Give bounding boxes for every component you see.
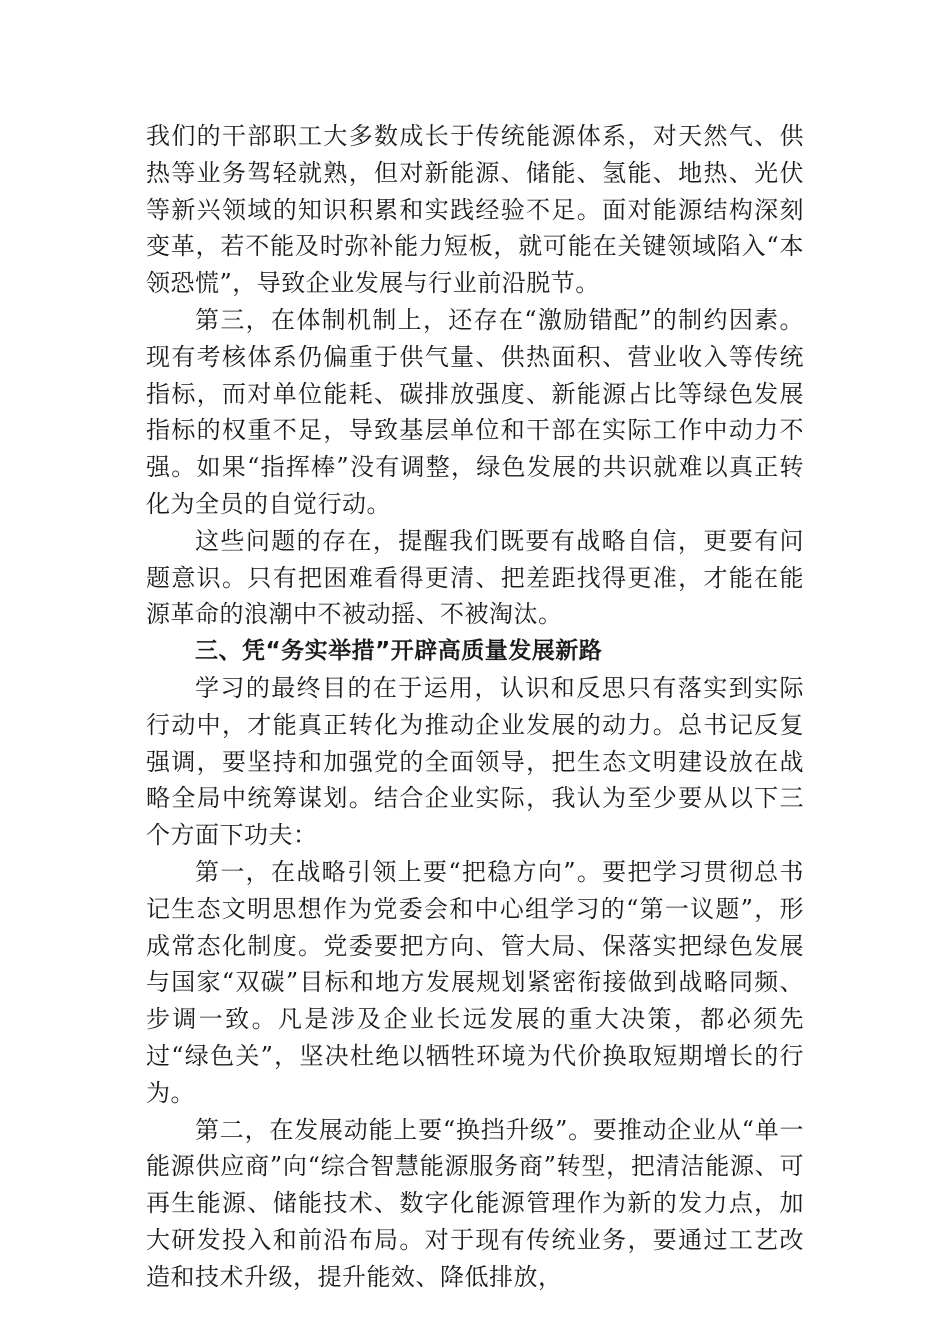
- paragraph-6: 第二，在发展动能上要“换挡升级”。要推动企业从“单一能源供应商”向“综合智慧能源服务商”转型，把清洁能源、可再生能源、储能技术、数字化能源管理作为新的发力点，加大研发投入和前沿布局。对于现有传统业务，要通过工艺改造和技术升级，提升能效、降低排放，: [146, 1115, 804, 1291]
- paragraph-1: 我们的干部职工大多数成长于传统能源体系，对天然气、供热等业务驾轻就熟，但对新能源、储能、氢能、地热、光伏等新兴领域的知识积累和实践经验不足。面对能源结构深刻变革，若不能及时弥补能力短板，就可能在关键领域陷入“本领恐慌”，导致企业发展与行业前沿脱节。: [146, 122, 804, 298]
- paragraph-5: 第一，在战略引领上要“把稳方向”。要把学习贯彻总书记生态文明思想作为党委会和中心组学习的“第一议题”，形成常态化制度。党委要把方向、管大局、保落实把绿色发展与国家“双碳”目标和地方发展规划紧密衔接做到战略同频、步调一致。凡是涉及企业长远发展的重大决策，都必须先过“绿色关”，坚决杜绝以牺牲环境为代价换取短期增长的行为。: [146, 857, 804, 1107]
- paragraph-4: 学习的最终目的在于运用，认识和反思只有落实到实际行动中，才能真正转化为推动企业发展的动力。总书记反复强调，要坚持和加强党的全面领导，把生态文明建设放在战略全局中统筹谋划。结合企业实际，我认为至少要从以下三个方面下功夫：: [146, 673, 804, 850]
- section-heading: 三、凭“务实举措”开辟高质量发展新路: [195, 638, 603, 665]
- paragraph-3: 这些问题的存在，提醒我们既要有战略自信，更要有问题意识。只有把困难看得更清、把差距找得更准，才能在能源革命的浪潮中不被动摇、不被淘汰。: [146, 526, 804, 629]
- document-page: [146, 118, 804, 1296]
- paragraph-2: 第三，在体制机制上，还存在“激励错配”的制约因素。现有考核体系仍偏重于供气量、供热面积、营业收入等传统指标，而对单位能耗、碳排放强度、新能源占比等绿色发展指标的权重不足，导致基层单位和干部在实际工作中动力不强。如果“指挥棒”没有调整，绿色发展的共识就难以真正转化为全员的自觉行动。: [146, 305, 804, 518]
